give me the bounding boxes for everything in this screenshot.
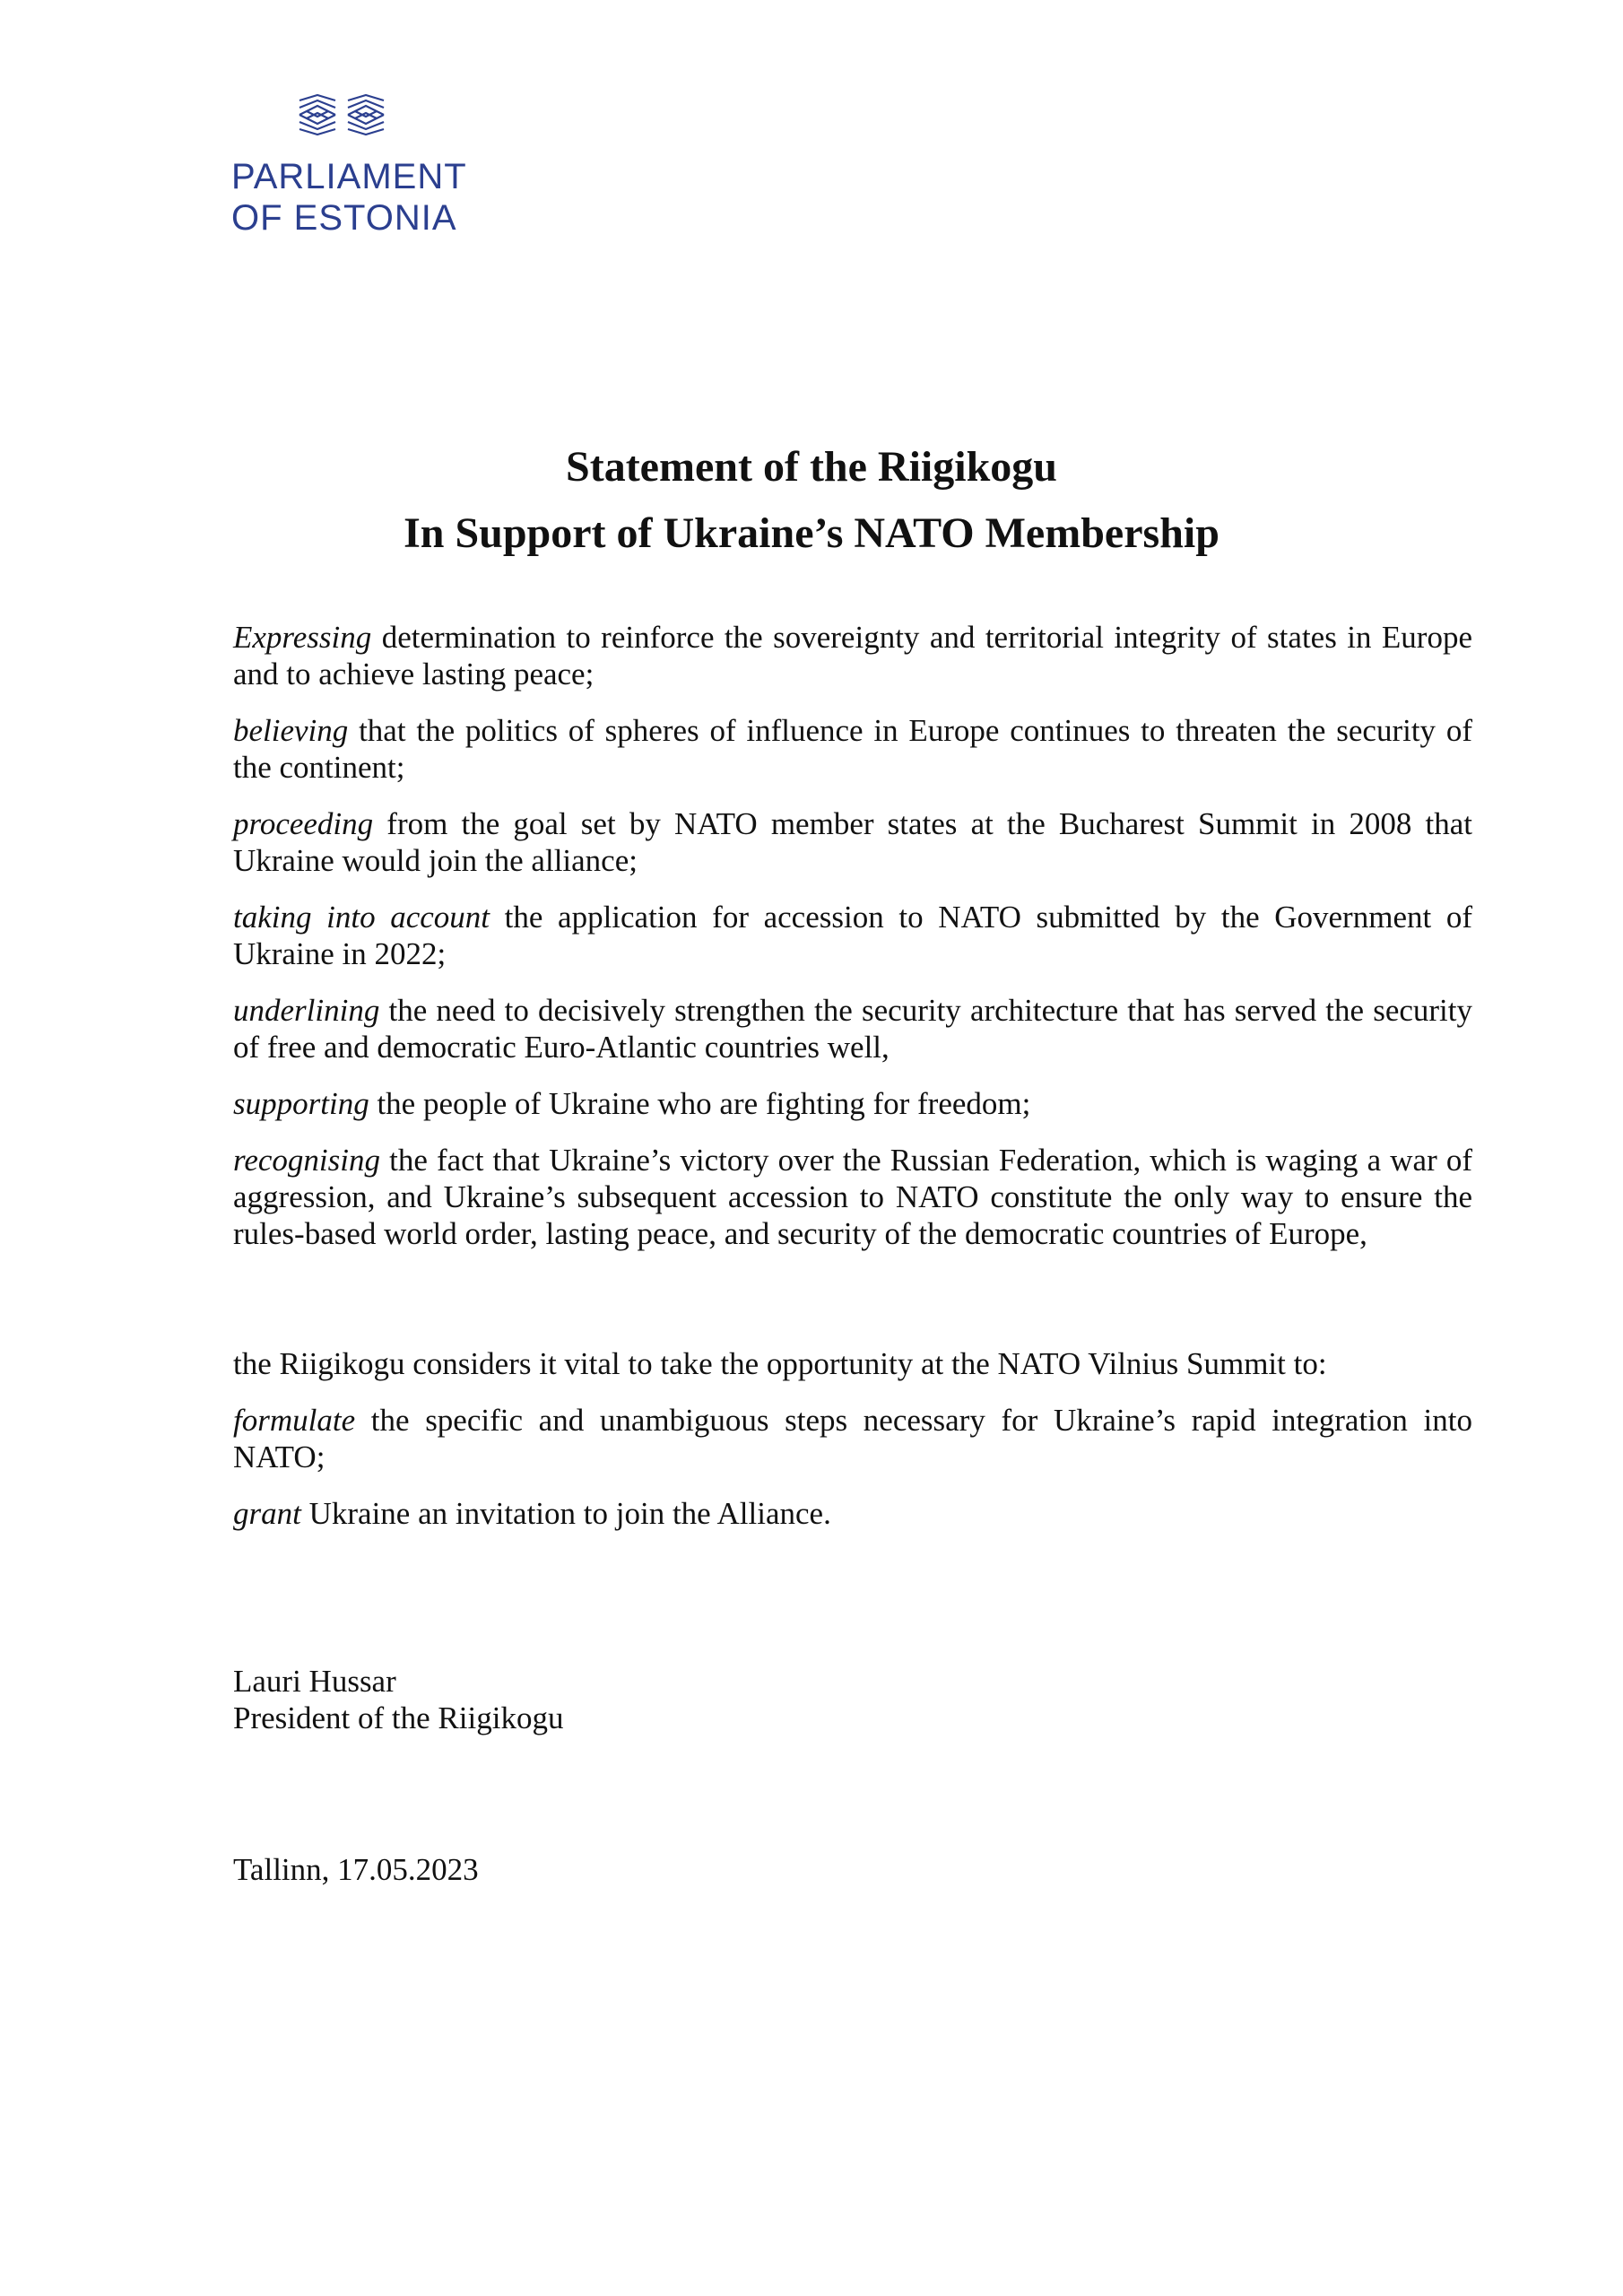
preamble-clause — [233, 805, 1472, 879]
clause-text: that the politics of spheres of influence in Europe continues to threaten the security of the continent; — [233, 713, 1472, 785]
clause-text: determination to reinforce the sovereignty and territorial integrity of states in Europe and to achieve lasting peace; — [233, 620, 1472, 691]
resolution-item — [233, 1495, 1472, 1532]
clause-lead: supporting — [233, 1086, 369, 1121]
clause-text: the people of Ukraine who are fighting for freedom; — [369, 1086, 1031, 1121]
preamble-clause — [233, 899, 1472, 972]
item-lead: formulate — [233, 1403, 356, 1438]
preamble-clause — [233, 1142, 1472, 1252]
clause-lead: proceeding — [233, 806, 374, 841]
item-text: Ukraine an invitation to join the Alliance. — [300, 1496, 831, 1531]
clause-text: the application for accession to NATO submitted by the Government of Ukraine in 2022; — [233, 900, 1472, 971]
item-lead: grant — [233, 1496, 301, 1531]
clause-lead: taking into account — [233, 900, 490, 935]
clause-lead: recognising — [233, 1143, 380, 1178]
parliament-emblem-icon — [296, 93, 389, 136]
preamble-clause — [233, 1085, 1472, 1122]
signatory-name: Lauri Hussar — [233, 1664, 396, 1699]
signatory-role: President of the Riigikogu — [233, 1700, 564, 1735]
logo-line-2: OF ESTONIA — [231, 198, 457, 238]
resolution-intro: the Riigikogu considers it vital to take the opportunity at the NATO Vilnius Summit to: — [233, 1346, 1327, 1381]
resolution-item — [233, 1402, 1472, 1475]
clause-text: from the goal set by NATO member states at the Bucharest Summit in 2008 that Ukraine would join the alliance; — [233, 806, 1472, 878]
dateline: Tallinn, 17.05.2023 — [233, 1852, 479, 1887]
resolution — [233, 1345, 1472, 1552]
clause-lead: believing — [233, 713, 349, 748]
preamble-clause — [233, 619, 1472, 692]
preamble-clause — [233, 712, 1472, 786]
logo-wordmark — [231, 156, 467, 239]
preamble — [233, 619, 1472, 1272]
clause-text: the fact that Ukraine’s victory over the Russian Federation, which is waging a war of aggression, and Ukraine’s subsequent accession to NATO constitute the only way to ensure the rules-based world order, lasting peace, and security of the democratic countries of Europe, — [233, 1143, 1472, 1251]
clause-lead: underlining — [233, 993, 380, 1028]
document-title — [0, 434, 1623, 567]
item-text: the specific and unambiguous steps necessary for Ukraine’s rapid integration into NATO; — [233, 1403, 1472, 1474]
clause-lead: Expressing — [233, 620, 372, 655]
signature-block — [233, 1663, 563, 1736]
preamble-clause — [233, 992, 1472, 1065]
title-line-2: In Support of Ukraine’s NATO Membership — [404, 509, 1219, 557]
clause-text: the need to decisively strengthen the security architecture that has served the security of free and democratic Euro-Atlantic countries well, — [233, 993, 1472, 1065]
title-line-1: Statement of the Riigikogu — [566, 443, 1057, 491]
logo-line-1: PARLIAMENT — [231, 157, 467, 196]
